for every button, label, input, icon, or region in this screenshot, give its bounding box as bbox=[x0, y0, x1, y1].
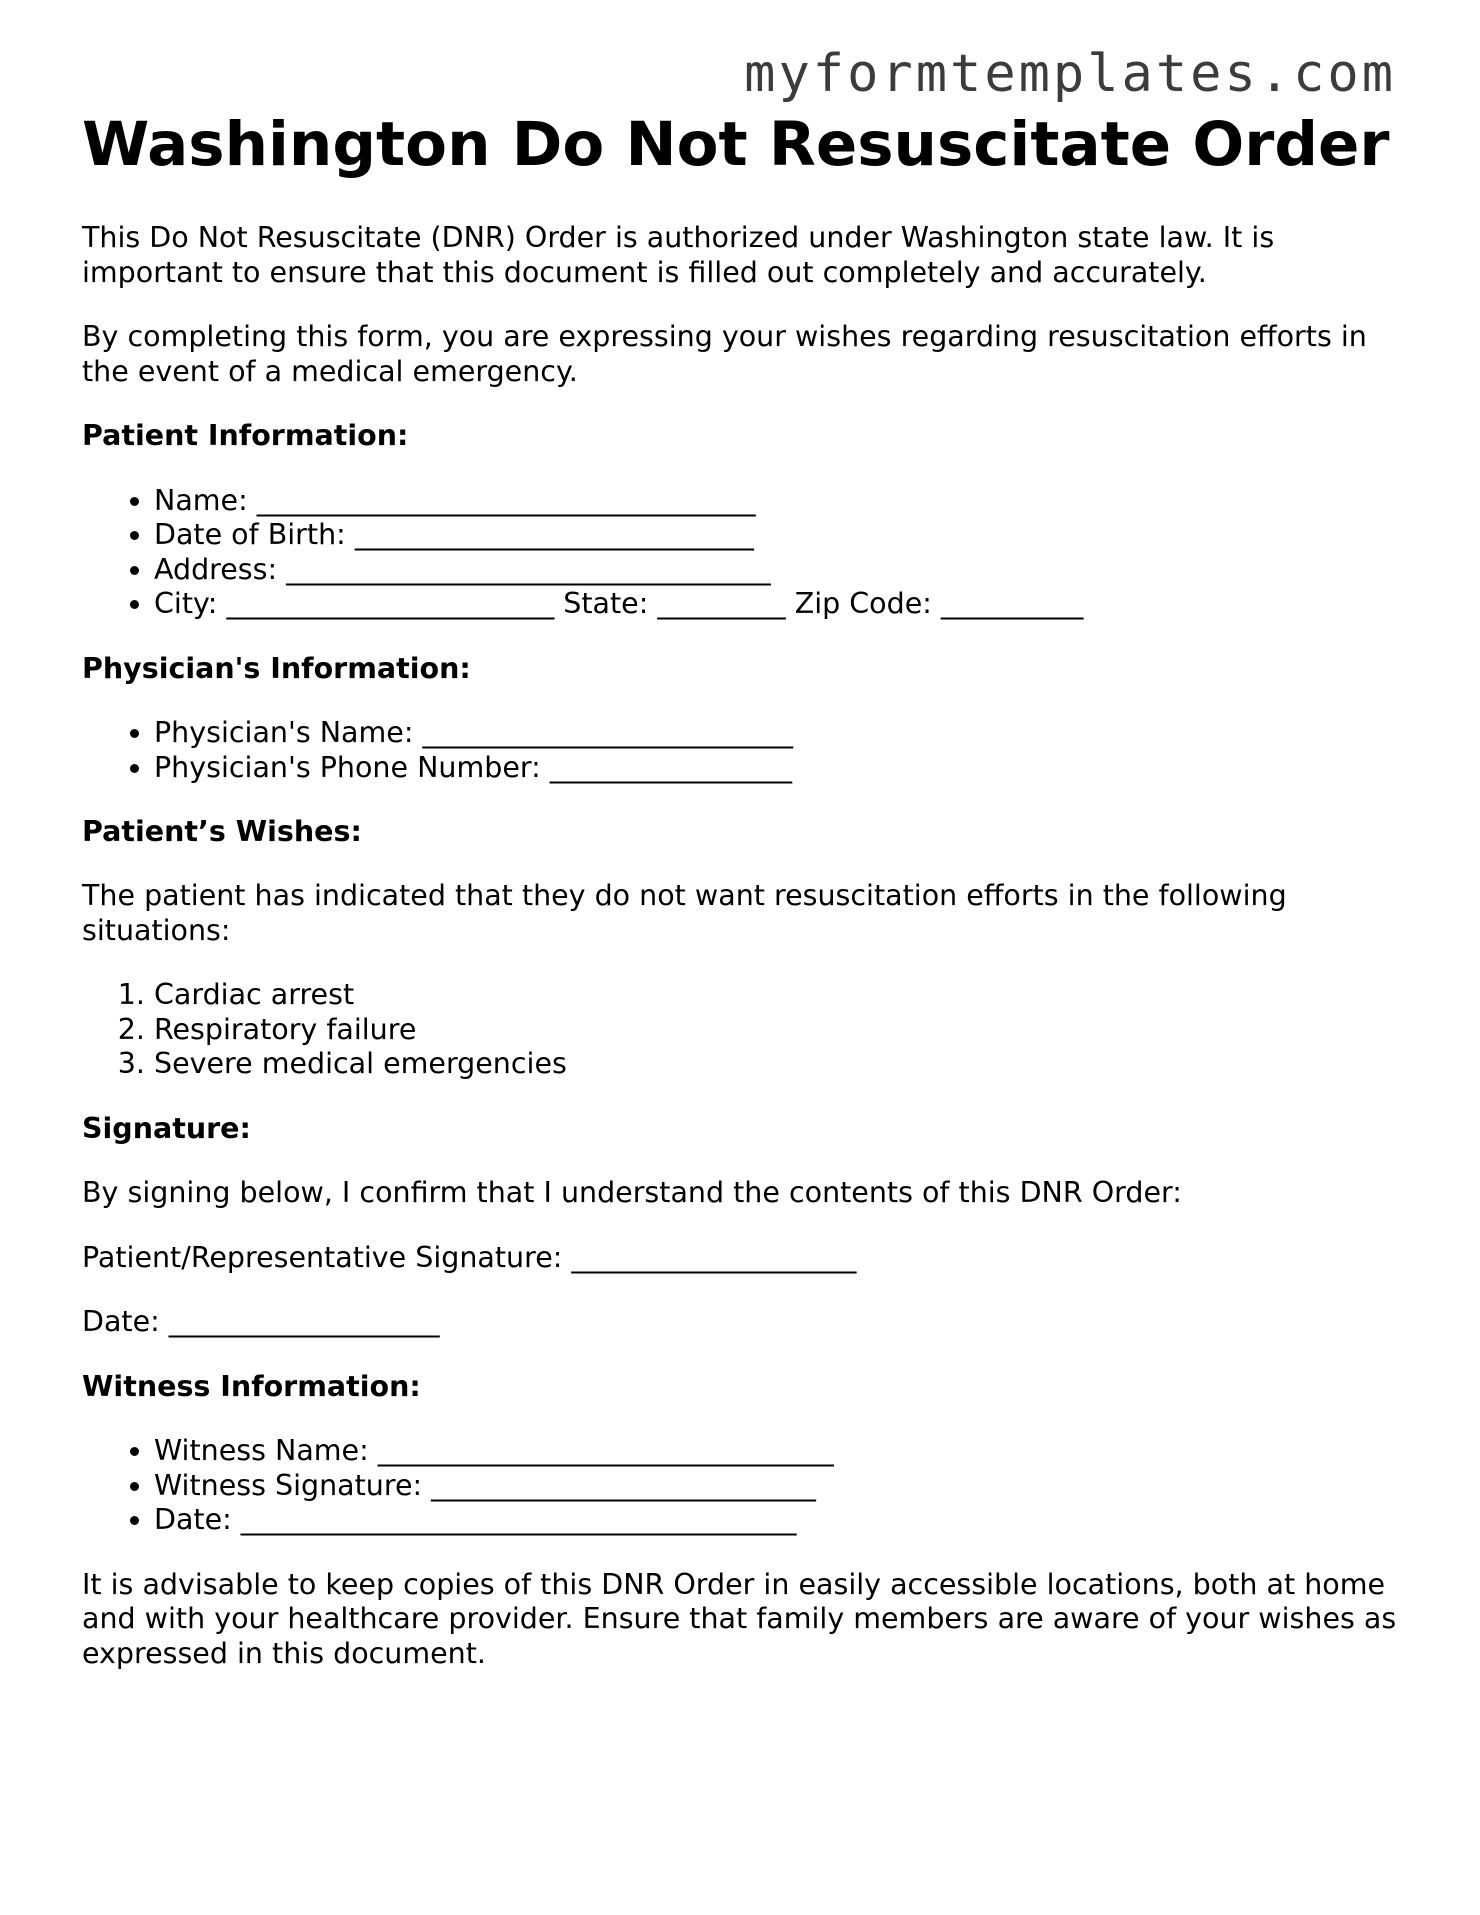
witness-signature-item bbox=[154, 1469, 1402, 1503]
witness-date-field[interactable]: _______________________________________ bbox=[240, 1503, 797, 1537]
intro-paragraph-1: This Do Not Resuscitate (DNR) Order is authorized under Washington state law. It is important to ensure that this document is filled out completely and accurately. bbox=[82, 221, 1275, 289]
patient-dob-label: Date of Birth: bbox=[154, 518, 346, 552]
document-title: Washington Do Not Resuscitate Order bbox=[82, 109, 1390, 180]
witness-info-heading: Witness Information: bbox=[82, 1369, 421, 1403]
signature-field[interactable]: ____________________ bbox=[571, 1240, 857, 1274]
wishes-item: 1. Cardiac arrest bbox=[154, 978, 1402, 1012]
physician-name-label: Physician's Name: bbox=[154, 716, 414, 750]
patient-info-list bbox=[82, 484, 1402, 622]
physician-info-list bbox=[82, 716, 1402, 785]
patient-zip-label: Zip Code: bbox=[794, 587, 932, 621]
witness-info-list bbox=[82, 1434, 1402, 1537]
patient-name-field[interactable]: ___________________________________ bbox=[256, 483, 756, 517]
site-watermark: myformtemplates.com bbox=[744, 44, 1396, 104]
physician-phone-label: Physician's Phone Number: bbox=[154, 750, 541, 784]
closing-paragraph: It is advisable to keep copies of this DNR Order in easily accessible locations, both at home and with your healthcare provider. Ensure that family members are aware of your wishes as expressed in this document. bbox=[82, 1567, 1397, 1670]
witness-signature-label: Witness Signature: bbox=[154, 1468, 423, 1502]
wishes-heading: Patient’s Wishes: bbox=[82, 815, 362, 848]
patient-city-state-zip-item bbox=[154, 587, 1402, 621]
signature-heading: Signature: bbox=[82, 1111, 251, 1145]
signature-date-paragraph bbox=[82, 1305, 1402, 1339]
patient-zip-field[interactable]: __________ bbox=[940, 587, 1084, 621]
physician-info-heading: Physician's Information: bbox=[82, 651, 471, 685]
patient-name-label: Name: bbox=[154, 483, 248, 517]
physician-name-item bbox=[154, 716, 1402, 750]
patient-name-item bbox=[154, 484, 1402, 518]
patient-dob-field[interactable]: ____________________________ bbox=[354, 518, 754, 552]
signature-line-paragraph bbox=[82, 1241, 1402, 1275]
intro-paragraph-2: By completing this form, you are expressing your wishes regarding resuscitation efforts in the event of a medical emergency. bbox=[82, 320, 1367, 388]
signature-date-label: Date: bbox=[82, 1305, 160, 1339]
signature-date-field[interactable]: ___________________ bbox=[168, 1305, 440, 1339]
signature-text: By signing below, I confirm that I understand the contents of this DNR Order: bbox=[82, 1176, 1182, 1210]
physician-phone-field[interactable]: _________________ bbox=[549, 750, 792, 784]
patient-state-label: State: bbox=[563, 587, 649, 621]
witness-name-item bbox=[154, 1434, 1402, 1468]
patient-info-heading: Patient Information: bbox=[82, 419, 409, 453]
patient-address-label: Address: bbox=[154, 552, 278, 586]
wishes-item: 2. Respiratory failure bbox=[154, 1013, 1402, 1047]
witness-name-field[interactable]: ________________________________ bbox=[377, 1434, 834, 1468]
patient-dob-item bbox=[154, 518, 1402, 552]
signature-label: Patient/Representative Signature: bbox=[82, 1240, 563, 1274]
patient-city-label: City: bbox=[154, 587, 218, 621]
witness-date-label: Date: bbox=[154, 1503, 232, 1537]
patient-city-field[interactable]: _______________________ bbox=[226, 587, 555, 621]
wishes-item: 3. Severe medical emergencies bbox=[154, 1047, 1402, 1081]
wishes-list bbox=[82, 978, 1402, 1081]
witness-name-label: Witness Name: bbox=[154, 1434, 369, 1468]
wishes-text: The patient has indicated that they do not want resuscitation efforts in the following situations: bbox=[82, 879, 1287, 947]
patient-address-item bbox=[154, 553, 1402, 587]
witness-date-item bbox=[154, 1503, 1402, 1537]
witness-signature-field[interactable]: ___________________________ bbox=[431, 1468, 816, 1502]
patient-state-field[interactable]: _________ bbox=[657, 587, 786, 621]
patient-address-field[interactable]: __________________________________ bbox=[286, 552, 771, 586]
document-page bbox=[82, 108, 1402, 1701]
physician-name-field[interactable]: __________________________ bbox=[422, 716, 793, 750]
physician-phone-item bbox=[154, 751, 1402, 785]
